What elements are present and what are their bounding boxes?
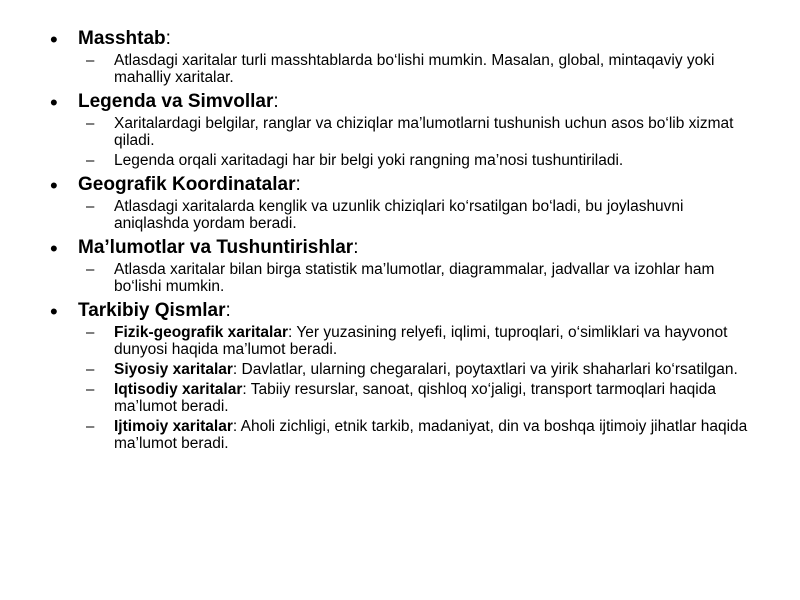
sub-item xyxy=(78,198,760,232)
sub-list xyxy=(78,198,760,232)
bullet-icon: • xyxy=(50,236,58,261)
sub-item-text: Atlasdagi xaritalarda kenglik va uzunlik chiziqlari ko‘rsatilgan bo‘ladi, bu joylashuvni aniqlashda yordam beradi. xyxy=(114,198,684,232)
sub-item-text: Atlasdagi xaritalar turli masshtablarda bo‘lishi mumkin. Masalan, global, mintaqaviy yoki mahalliy xaritalar. xyxy=(114,52,715,86)
section-suffix: : xyxy=(165,28,171,49)
section-heading xyxy=(78,174,760,196)
section-heading xyxy=(78,91,760,113)
bullet-icon: • xyxy=(50,27,58,52)
section-suffix: : xyxy=(225,300,231,321)
section-term: Masshtab xyxy=(78,28,166,49)
bullet-list xyxy=(48,28,760,452)
sub-item-text xyxy=(114,381,760,415)
section-suffix: : xyxy=(295,174,301,195)
sub-item-sep: : xyxy=(288,324,293,341)
dash-icon: – xyxy=(86,152,95,169)
sub-item-text: Atlasda xaritalar bilan birga statistik ma’lumotlar, diagrammalar, jadvallar va izohlar ham bo‘lishi mumkin. xyxy=(114,261,715,295)
sub-item-text: Legenda orqali xaritadagi har bir belgi yoki rangning ma’nosi tushuntiriladi. xyxy=(114,152,624,169)
section-malumotlar xyxy=(48,237,760,295)
sub-list xyxy=(78,115,760,169)
sub-item xyxy=(78,261,760,295)
sub-item xyxy=(78,361,760,378)
section-suffix: : xyxy=(273,91,279,112)
sub-item xyxy=(78,115,760,149)
sub-item-sep: : xyxy=(232,361,238,378)
sub-item-body: Tabiiy resurslar, sanoat, qishloq xo‘jaligi, transport tarmoqlari haqida ma’lumot beradi. xyxy=(114,381,716,415)
sub-item-text xyxy=(114,418,760,452)
dash-icon: – xyxy=(86,198,95,215)
section-heading xyxy=(78,300,760,322)
section-term: Ma’lumotlar va Tushuntirishlar xyxy=(78,237,354,258)
dash-icon: – xyxy=(86,52,95,69)
sub-item-sep: : xyxy=(232,418,238,435)
sub-item-text: Xaritalardagi belgilar, ranglar va chiziqlar ma’lumotlarni tushunish uchun asos bo‘lib xizmat qiladi. xyxy=(114,115,734,149)
sub-item-term: Ijtimoiy xaritalar xyxy=(114,418,233,435)
section-term: Geografik Koordinatalar xyxy=(78,174,296,195)
sub-item-text xyxy=(114,324,760,358)
sub-item xyxy=(78,152,760,169)
sub-item-sep: : xyxy=(242,381,247,398)
sub-item-term: Siyosiy xaritalar xyxy=(114,361,233,378)
section-heading xyxy=(78,237,760,259)
section-suffix: : xyxy=(353,237,359,258)
sub-item-body: Yer yuzasining relyefi, iqlimi, tuproqlari, o‘simliklari va hayvonot dunyosi haqida ma’lumot beradi. xyxy=(114,324,728,358)
dash-icon: – xyxy=(86,381,95,398)
sub-list xyxy=(78,52,760,86)
sub-item-text xyxy=(114,361,760,378)
section-masshtab xyxy=(48,28,760,86)
sub-list xyxy=(78,261,760,295)
dash-icon: – xyxy=(86,324,95,341)
bullet-icon: • xyxy=(50,90,58,115)
section-heading xyxy=(78,28,760,50)
sub-item xyxy=(78,324,760,358)
bullet-icon: • xyxy=(50,173,58,198)
sub-item xyxy=(78,381,760,415)
section-term: Tarkibiy Qismlar xyxy=(78,300,226,321)
section-tarkibiy-qismlar xyxy=(48,300,760,452)
sub-item-term: Fizik-geografik xaritalar xyxy=(114,324,289,341)
section-legenda xyxy=(48,91,760,169)
sub-item-term: Iqtisodiy xaritalar xyxy=(114,381,243,398)
dash-icon: – xyxy=(86,361,95,378)
sub-item-body: Davlatlar, ularning chegaralari, poytaxtlari va yirik shaharlari ko‘rsatilgan. xyxy=(237,361,738,378)
dash-icon: – xyxy=(86,261,95,278)
dash-icon: – xyxy=(86,115,95,132)
bullet-icon: • xyxy=(50,299,58,324)
sub-item xyxy=(78,418,760,452)
dash-icon: – xyxy=(86,418,95,435)
sub-list xyxy=(78,324,760,452)
section-koordinatalar xyxy=(48,174,760,232)
sub-item xyxy=(78,52,760,86)
sub-item-body: Aholi zichligi, etnik tarkib, madaniyat, din va boshqa ijtimoiy jihatlar haqida ma’lumot beradi. xyxy=(114,418,748,452)
section-term: Legenda va Simvollar xyxy=(78,91,274,112)
